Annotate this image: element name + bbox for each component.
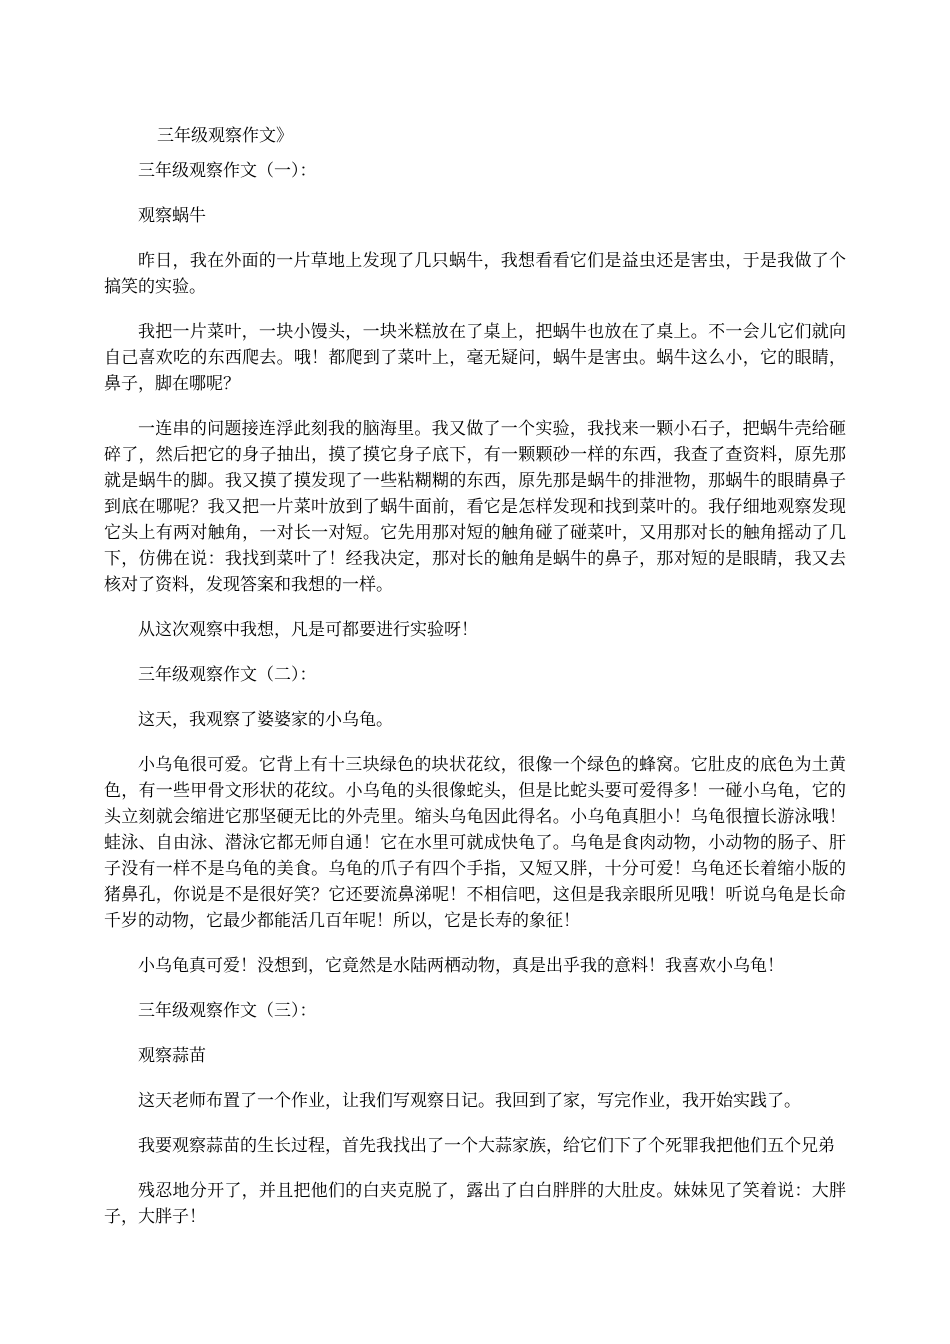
paragraph: 这天老师布置了一个作业，让我们写观察日记。我回到了家，写完作业，我开始实践了。 (138, 1091, 801, 1111)
paragraph: 残忍地分开了，并且把他们的白夹克脱了，露出了白白胖胖的大肚皮。妹妹见了笑着说：大胖子，大胖子！ (104, 1181, 846, 1227)
paragraph: 一连串的问题接连浮此刻我的脑海里。我又做了一个实验，我找来一颗小石子，把蜗牛壳给砸碎了，然后把它的身子抽出，摸了摸它身子底下，有一颗颗砂一样的东西，我查了查资料，原先那就是蜗牛的脚。我又摸了摸发现了一些粘糊糊的东西，原先那是蜗牛的排泄物，那蜗牛的眼睛鼻子到底在哪呢？我又把一片菜叶放到了蜗牛面前，看它是怎样发现和找到菜叶的。我仔细地观察发现它头上有两对触角，一对长一对短。它先用那对短的触角碰了碰菜叶，又用那对长的触角摇动了几下，仿佛在说：我找到菜叶了！经我决定，那对长的触角是蜗牛的鼻子，那对短的是眼睛，我又去核对了资料，发现答案和我想的一样。 (104, 419, 846, 595)
paragraph: 三年级观察作文（一）： (138, 161, 317, 181)
paragraph: 小乌龟真可爱！没想到，它竟然是水陆两栖动物，真是出乎我的意料！我喜欢小乌龟！ (138, 956, 784, 976)
paragraph: 我把一片菜叶，一块小馒头，一块米糕放在了桌上，把蜗牛也放在了桌上。不一会儿它们就向自己喜欢吃的东西爬去。哦！都爬到了菜叶上，毫无疑问，蜗牛是害虫。蜗牛这么小，它的眼睛，鼻子，脚在哪呢？ (104, 322, 846, 394)
paragraph: 观察蒜苗 (138, 1046, 206, 1066)
document-body (104, 158, 846, 1249)
paragraph: 三年级观察作文（三）： (138, 1001, 317, 1021)
paragraph: 观察蜗牛 (138, 206, 206, 226)
paragraph: 昨日，我在外面的一片草地上发现了几只蜗牛，我想看看它们是益虫还是害虫，于是我做了个搞笑的实验。 (104, 251, 846, 297)
paragraph: 从这次观察中我想，凡是可都要进行实验呀！ (138, 620, 478, 640)
paragraph: 我要观察蒜苗的生长过程，首先我找出了一个大蒜家族，给它们下了个死罪我把他们五个兄弟 (138, 1136, 835, 1156)
document-title: 三年级观察作文》 (157, 126, 293, 146)
paragraph: 三年级观察作文（二）： (138, 665, 317, 685)
paragraph: 这天，我观察了婆婆家的小乌龟。 (138, 710, 393, 730)
paragraph: 小乌龟很可爱。它背上有十三块绿色的块状花纹，很像一个绿色的蜂窝。它肚皮的底色为土黄色，有一些甲骨文形状的花纹。小乌龟的头很像蛇头，但是比蛇头要可爱得多！一碰小乌龟，它的头立刻就会缩进它那坚硬无比的外壳里。缩头乌龟因此得名。小乌龟真胆小！乌龟很擅长游泳哦！蛙泳、自由泳、潜泳它都无师自通！它在水里可就成快龟了。乌龟是食肉动物，小动物的肠子、肝子没有一样不是乌龟的美食。乌龟的爪子有四个手指，又短又胖，十分可爱！乌龟还长着缩小版的猪鼻孔，你说是不是很好笑？它还要流鼻涕呢！不相信吧，这但是我亲眼所见哦！听说乌龟是长命千岁的动物，它最少都能活几百年呢！所以，它是长寿的象征！ (104, 755, 846, 931)
